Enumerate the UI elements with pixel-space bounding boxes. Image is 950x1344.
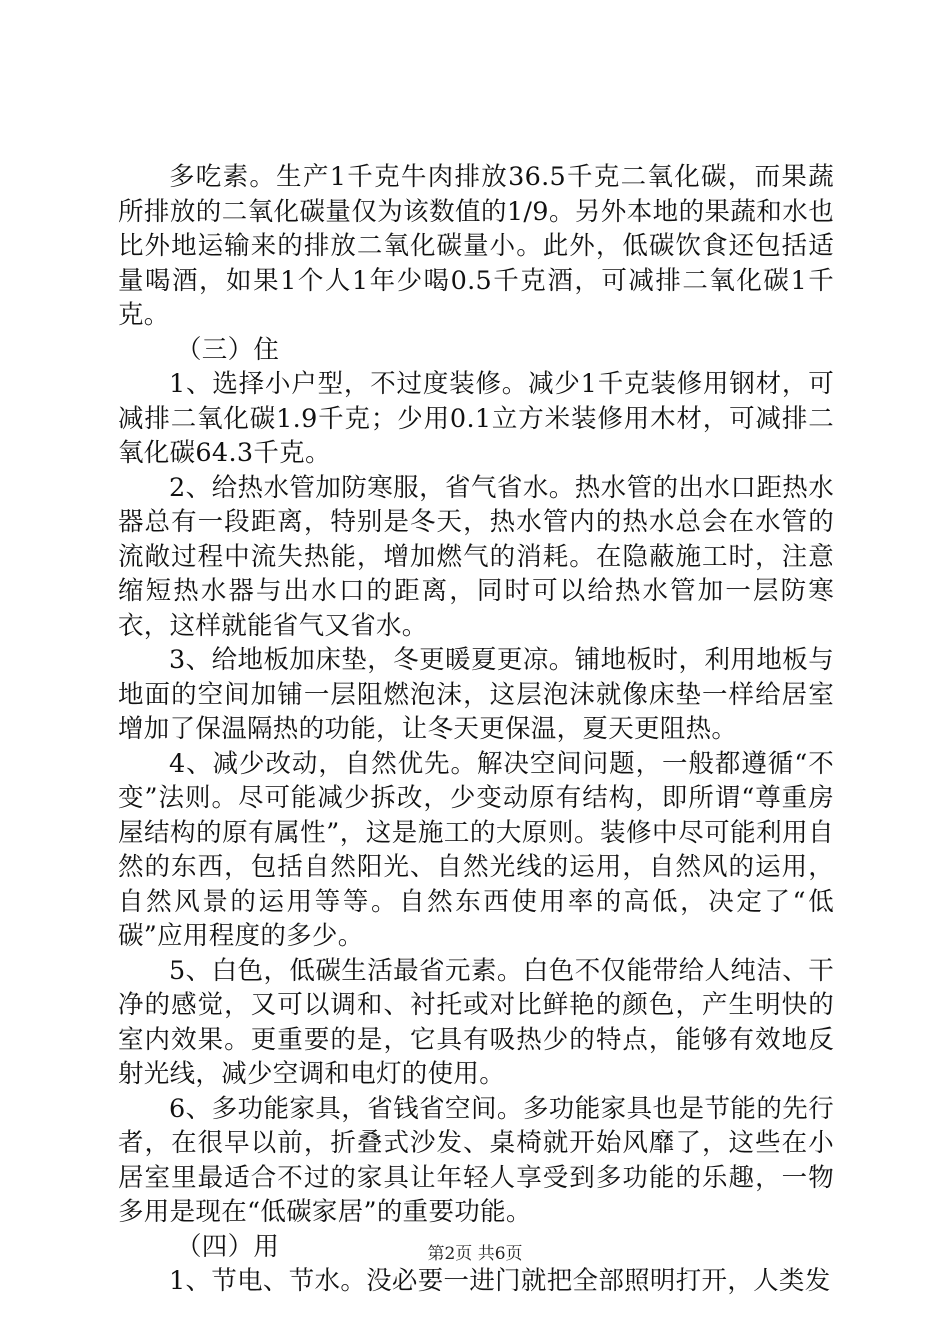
document-body [118,160,834,1299]
paragraph-reduce-changes: 4、减少改动，自然优先。解决空间问题，一般都遵循“不变”法则。尽可能减少拆改，少变动原有结构，即所谓“尊重房屋结构的原有属性”，这是施工的大原则。装修中尽可能利用自然的东西，包括自然阳光、自然光线的运用，自然风的运用，自然风景的运用等等。自然东西使用率的高低，决定了“低碳”应用程度的多少。 [118,748,834,951]
section-heading-housing: （三）住 [176,334,280,365]
paragraph-floor-cushion: 3、给地板加床垫，冬更暖夏更凉。铺地板时，利用地板与地面的空间加铺一层阻燃泡沫，这层泡沫就像床垫一样给居室增加了保温隔热的功能，让冬天更保温，夏天更阻热。 [118,645,834,744]
paragraph-hot-water-pipe: 2、给热水管加防寒服，省气省水。热水管的出水口距热水器总有一段距离，特别是冬天，热水管内的热水总会在水管的流敞过程中流失热能，增加燃气的消耗。在隐蔽施工时，注意缩短热水器与出水口的距离，同时可以给热水管加一层防寒衣，这样就能省气又省水。 [118,472,834,641]
page-number-footer: 第2页 共6页 [427,1244,523,1264]
paragraph-diet: 多吃素。生产1千克牛肉排放36.5千克二氧化碳，而果蔬所排放的二氧化碳量仅为该数值的1/9。另外本地的果蔬和水也比外地运输来的排放二氧化碳量小。此外，低碳饮食还包括适量喝酒，如果1个人1年少喝0.5千克酒，可减排二氧化碳1千克。 [118,162,834,330]
paragraph-small-apartment: 1、选择小户型，不过度装修。减少1千克装修用钢材，可减排二氧化碳1.9千克；少用0.1立方米装修用木材，可减排二氧化碳64.3千克。 [118,369,834,468]
paragraph-white-color: 5、白色，低碳生活最省元素。白色不仅能带给人纯洁、干净的感觉，又可以调和、衬托或对比鲜艳的颜色，产生明快的室内效果。更重要的是，它具有吸热少的特点，能够有效地反射光线，减少空调和电灯的使用。 [118,955,834,1089]
section-heading-usage: （四）用 [176,1231,280,1262]
paragraph-multifunction-furniture: 6、多功能家具，省钱省空间。多功能家具也是节能的先行者，在很早以前，折叠式沙发、桌椅就开始风靡了，这些在小居室里最适合不过的家具让年轻人享受到多功能的乐趣，一物多用是现在“低碳家居”的重要功能。 [118,1093,834,1227]
paragraph-save-power-water: 1、节电、节水。没必要一进门就把全部照明打开，人类发 [169,1266,831,1296]
